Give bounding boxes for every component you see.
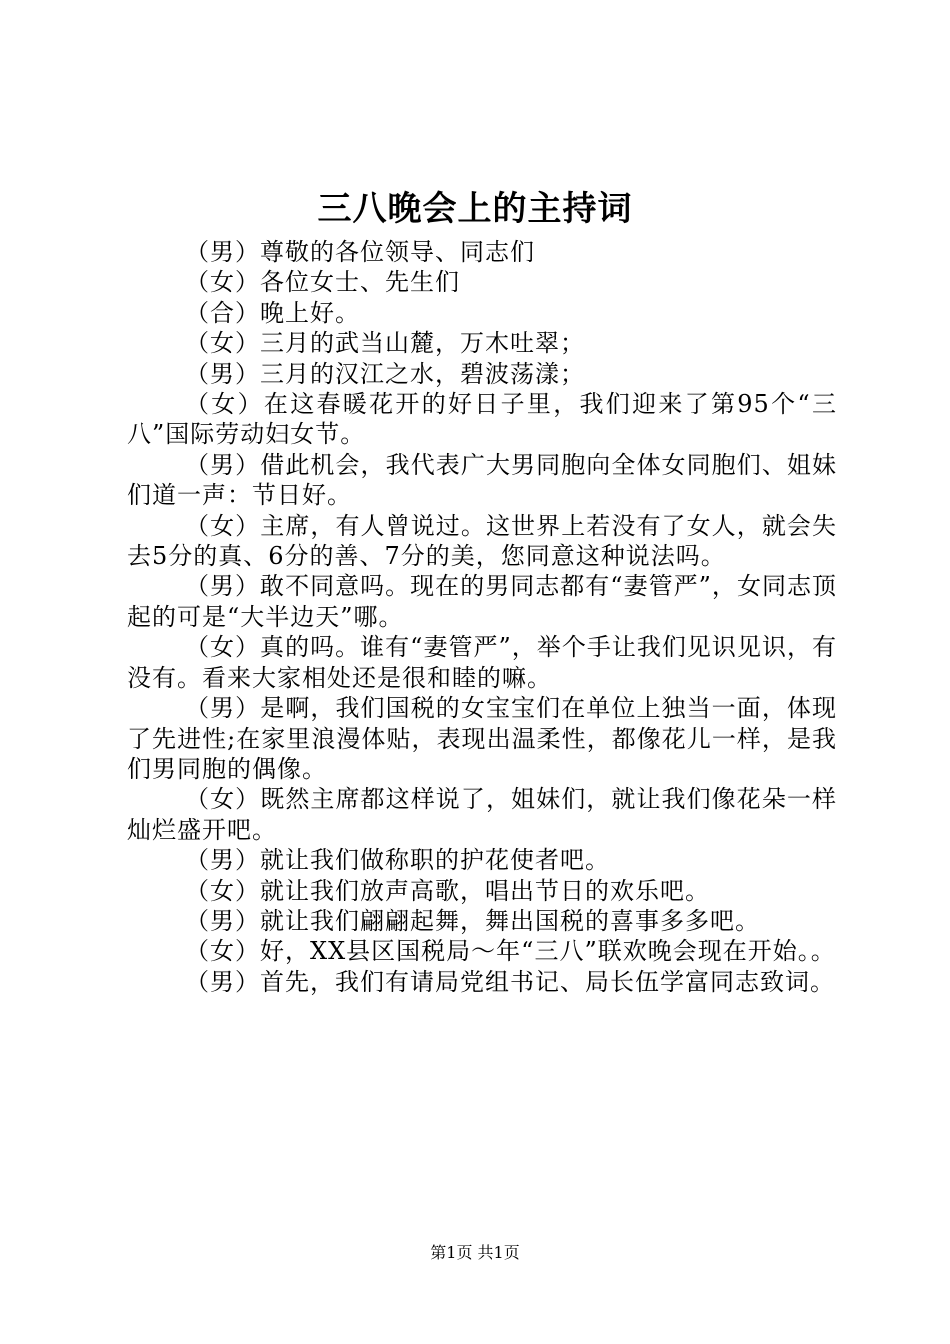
paragraph: （男）三月的汉江之水，碧波荡漾； [185,359,585,388]
paragraph: （男）就让我们做称职的护花使者吧。 [185,846,610,875]
paragraph: （男）借此机会，我代表广大男同胞向全体女同胞们、姐妹们道一声：节日好。 [127,450,837,510]
paragraph: （男）首先，我们有请局党组书记、局长伍学富同志致词。 [185,967,835,996]
paragraph: （女）就让我们放声高歌，唱出节日的欢乐吧。 [185,876,710,905]
paragraph: （女）真的吗。谁有“妻管严”，举个手让我们见识见识，有没有。看来大家相处还是很和睦的嘛。 [127,633,837,692]
page-footer: 第1页 共1页 [430,1243,520,1262]
paragraph: （女）好，XX县区国税局～年“三八”联欢晚会现在开始。。 [185,937,836,966]
paragraph: （女）三月的武当山麓，万木吐翠； [185,329,585,358]
paragraph: （女）在这春暖花开的好日子里，我们迎来了第95个“三八”国际劳动妇女节。 [127,390,837,449]
paragraph: （女）主席，有人曾说过。这世界上若没有了女人，就会失去5分的真、6分的善、7分的美，您同意这种说法吗。 [127,511,837,571]
paragraph: （男）敢不同意吗。现在的男同志都有“妻管严”，女同志顶起的可是“大半边天”哪。 [127,572,837,631]
paragraph: （男）是啊，我们国税的女宝宝们在单位上独当一面，体现了先进性;在家里浪漫体贴，表现出温柔性，都像花儿一样，是我们男同胞的偶像。 [127,694,837,783]
document-title: 三八晚会上的主持词 [317,189,633,229]
paragraph: （男）尊敬的各位领导、同志们 [185,238,535,266]
paragraph: （女）各位女士、先生们 [185,268,460,297]
paragraph: （男）就让我们翩翩起舞，舞出国税的喜事多多吧。 [185,906,760,935]
paragraph: （合）晚上好。 [185,298,360,327]
paragraph: （女）既然主席都这样说了，姐妹们，就让我们像花朵一样灿烂盛开吧。 [127,785,837,844]
document-body [127,237,837,997]
